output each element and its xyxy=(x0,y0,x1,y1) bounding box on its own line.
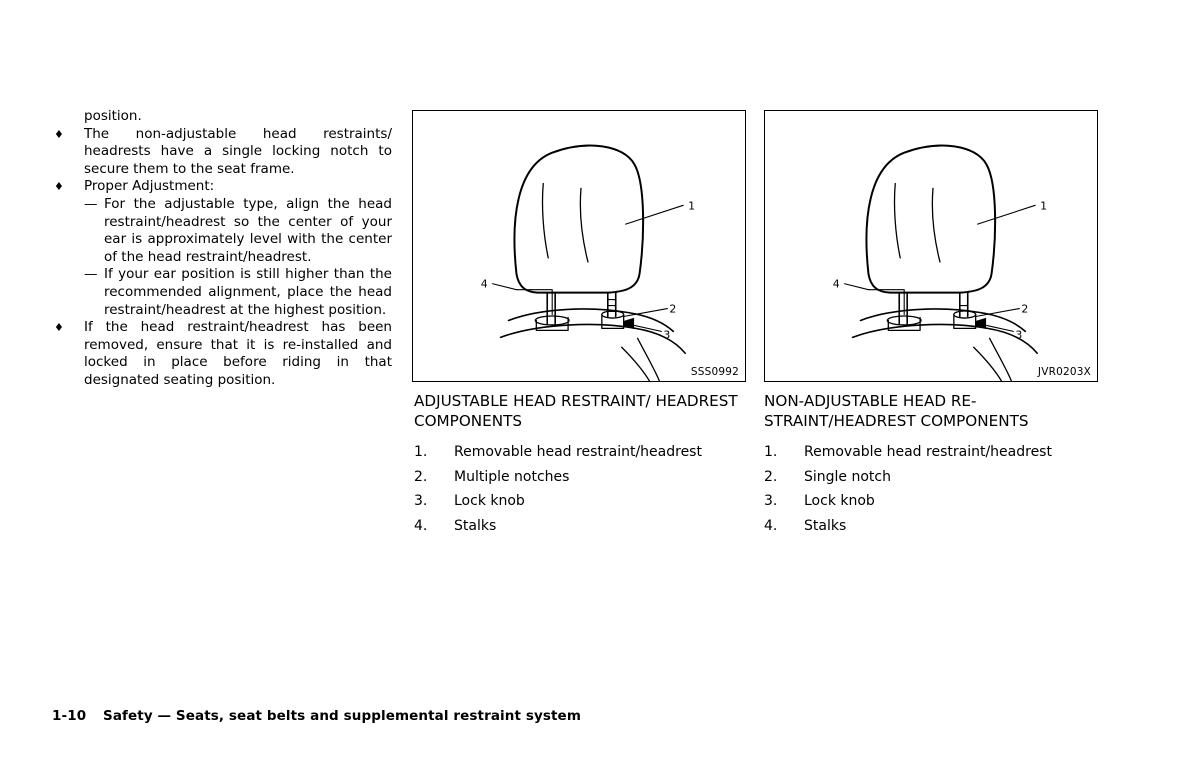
footer-section-title: Safety — Seats, seat belts and supplemental restraint system xyxy=(103,708,581,724)
legend-number: 3. xyxy=(414,493,428,509)
legend-item xyxy=(414,468,758,487)
bullet-item-proper-adjustment xyxy=(52,178,392,196)
caption-adjustable xyxy=(414,392,758,541)
legend-number: 1. xyxy=(414,444,428,460)
legend-label: Stalks xyxy=(804,517,847,534)
callout-2: 2 xyxy=(1021,302,1029,316)
sub-bullet-ear-position xyxy=(84,266,392,319)
legend-item xyxy=(414,517,758,536)
figure-adjustable-head-restraint xyxy=(412,110,746,382)
sub-bullet-text: For the adjustable type, align the head restraint/headrest so the center of your ear is approximately level with the center of the head restraint/headrest. xyxy=(104,195,392,265)
legend-item xyxy=(764,443,1108,462)
diamond-bullet-icon: ♦ xyxy=(54,180,64,194)
legend-item xyxy=(764,492,1108,511)
legend-label: Removable head restraint/headrest xyxy=(804,444,1052,460)
continuation-paragraph: position. xyxy=(84,108,142,124)
bullet-item-non-adjustable xyxy=(52,126,392,179)
figure-non-adjustable-head-restraint xyxy=(764,110,1098,382)
legend-number: 3. xyxy=(764,493,778,509)
caption-title-adjustable: ADJUSTABLE HEAD RESTRAINT/ HEADREST COMPONENTS xyxy=(414,392,738,430)
callout-3: 3 xyxy=(1015,328,1023,342)
callout-4: 4 xyxy=(832,277,840,291)
callout-1: 1 xyxy=(688,199,696,213)
callout-4: 4 xyxy=(480,277,488,291)
bullet-text: If the head restraint/headrest has been removed, ensure that it is re-installed and locked in place before riding in that designated seating position. xyxy=(84,319,392,388)
callout-3: 3 xyxy=(663,328,671,342)
legend-label: Single notch xyxy=(804,468,891,485)
legend-number: 1. xyxy=(764,444,778,460)
legend-item xyxy=(764,468,1108,487)
legend-list-adjustable xyxy=(414,443,758,536)
bullet-text: Proper Adjustment: xyxy=(84,178,215,195)
callout-1: 1 xyxy=(1040,199,1048,213)
legend-label: Multiple notches xyxy=(454,468,570,485)
legend-number: 2. xyxy=(764,468,778,485)
caption-title-non-adjustable: NON-ADJUSTABLE HEAD RE- STRAINT/HEADREST COMPONENTS xyxy=(764,392,1029,430)
body-text-column xyxy=(52,108,392,390)
caption-non-adjustable xyxy=(764,392,1108,541)
legend-label: Lock knob xyxy=(454,493,525,509)
non-adjustable-head-restraint-illustration xyxy=(765,111,1097,381)
legend-label: Stalks xyxy=(454,517,497,534)
em-dash-icon: — xyxy=(84,195,98,212)
sub-bullet-text: If your ear position is still higher than the recommended alignment, place the head restraint/headrest at the highest position. xyxy=(104,266,392,318)
legend-number: 4. xyxy=(414,517,428,534)
legend-list-non-adjustable xyxy=(764,443,1108,536)
bullet-item-reinstall xyxy=(52,319,392,389)
legend-item xyxy=(414,492,758,511)
adjustable-head-restraint-illustration xyxy=(413,111,745,381)
figure-code-left: SSS0992 xyxy=(690,366,739,378)
legend-label: Removable head restraint/headrest xyxy=(454,444,702,460)
legend-number: 4. xyxy=(764,517,778,534)
legend-number: 2. xyxy=(414,468,428,485)
legend-item xyxy=(764,517,1108,536)
figure-code-right: JVR0203X xyxy=(1037,366,1091,378)
em-dash-icon: — xyxy=(84,266,98,283)
callout-2: 2 xyxy=(669,302,677,316)
legend-item xyxy=(414,443,758,462)
footer-page-number: 1-10 xyxy=(52,708,87,724)
bullet-text: The non-adjustable head restraints/ headrests have a single locking notch to secure them to the seat frame. xyxy=(84,125,392,177)
sub-bullet-adjustable-type xyxy=(84,196,392,266)
diamond-bullet-icon: ♦ xyxy=(54,321,64,335)
page-footer xyxy=(52,708,581,724)
legend-label: Lock knob xyxy=(804,493,875,509)
diamond-bullet-icon: ♦ xyxy=(54,127,64,141)
